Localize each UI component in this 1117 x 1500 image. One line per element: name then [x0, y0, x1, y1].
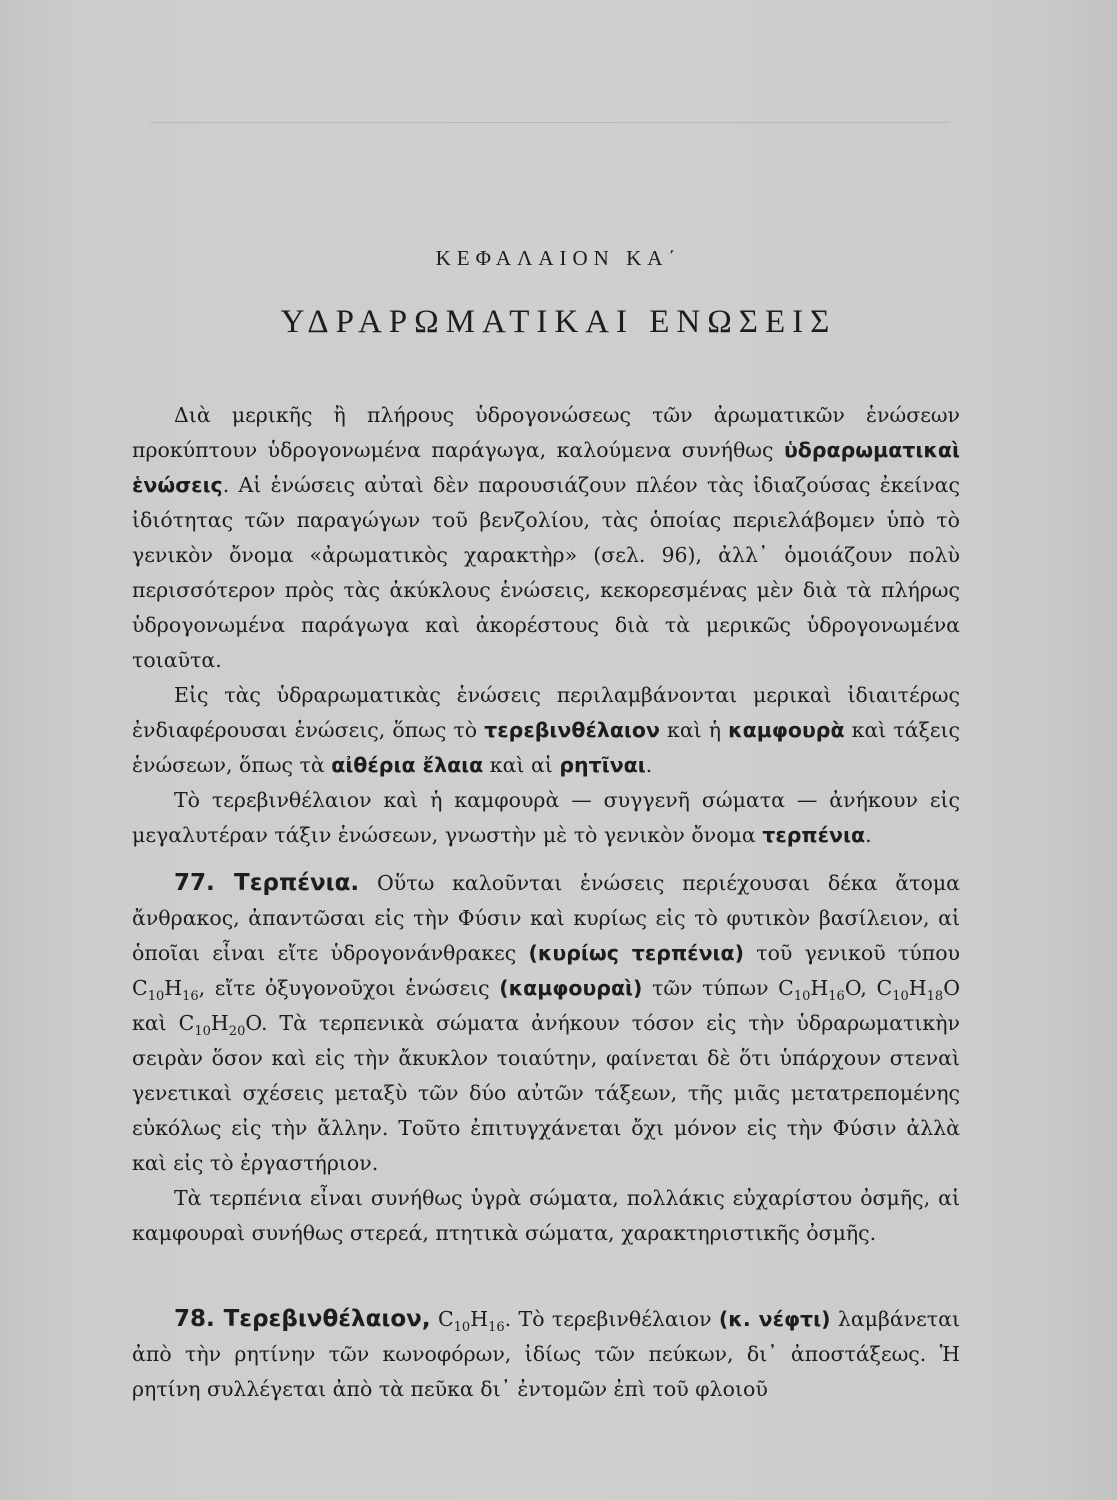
term-terpenes: τερπένια [762, 823, 866, 847]
section-77-heading: 77. Τερπένια. [174, 870, 360, 896]
chapter-title: ΥΔΡΑΡΩΜΑΤΙΚΑΙ ΕΝΩΣΕΙΣ [280, 304, 837, 340]
section-78 [132, 1302, 960, 1407]
term-turpentine: τερεβινθέλαιον [484, 718, 660, 742]
intro-paragraph-2: Εἰς τὰς ὑδραρωματικὰς ἑνώσεις περιλαμβάνονται μερικαὶ ἰδιαιτέρως ἐνδιαφέρουσαι ἑνώσεις, ὅπως τὸ τερεβινθέλαιον καὶ ἡ καμφουρὰ καὶ τάξεις ἑνώσεων, ὅπως τὰ αἰθέρια ἔλαια καὶ αἱ ρητῖναι. [132, 683, 961, 777]
intro-paragraph-3: Τὸ τερεβινθέλαιον καὶ ἡ καμφουρὰ — συγγενῆ σώματα — ἀνήκουν εἰς μεγαλυτέραν τάξιν ἑνώσεων, γνωστὴν μὲ τὸ γενικὸν ὄνομα τερπένια. [132, 788, 960, 847]
term-camphor: καμφουρὰ [728, 718, 845, 742]
intro-section [132, 398, 960, 853]
section-78-paragraph-1: 78. Τερεβινθέλαιον, $C_{10}H_{16}$. Τὸ τερεβινθέλαιον (κ. νέφτι) λαμβάνεται ἀπὸ τὴν ρητίνην τῶν κωνοφόρων, ἰδίως τῶν πεύκων, δι᾽ ἀποστάξεως. Ἡ ρητίνη συλλέγεται ἀπὸ τὰ πεῦκα δι᾽ ἐντομῶν ἐπὶ τοῦ φλοιοῦ [132, 1306, 960, 1401]
section-77 [132, 866, 960, 1251]
term-essential-oils: αἰθέρια ἔλαια [331, 753, 484, 777]
term-resins: ρητῖναι [559, 753, 646, 777]
term-terpenes-proper: (κυρίως τερπένια) [528, 941, 744, 965]
section-78-heading: 78. Τερεβινθέλαιον, [174, 1306, 431, 1332]
section-77-paragraph-2: Τὰ τερπένια εἶναι συνήθως ὑγρὰ σώματα, πολλάκις εὐχαρίστου ὀσμῆς, αἱ καμφουραὶ συνήθως στερεά, πτητικὰ σώματα, χαρακτηριστικῆς ὀσμῆς. [132, 1186, 960, 1245]
intro-paragraph-1: Διὰ μερικῆς ἢ πλήρους ὑδρογονώσεως τῶν ἀρωματικῶν ἑνώσεων προκύπτουν ὑδρογονωμένα παράγωγα, καλούμενα συνήθως ὑδραρωματικαὶ ἑνώσεις. Αἱ ἑνώσεις αὐταὶ δὲν παρουσιάζουν πλέον τὰς ἰδιαζούσας ἐκείνας ἰδιότητας τῶν παραγώγων τοῦ βενζολίου, τὰς ὁποίας περιελάβομεν ὑπὸ τὸ γενικὸν ὄνομα «ἀρωματικὸς χαρακτὴρ» (σελ. 96), ἀλλ᾽ ὁμοιάζουν πολὺ περισσότερον πρὸς τὰς ἀκύκλους ἑνώσεις, κεκορεσμένας μὲν διὰ τὰ πλήρως ὑδρογονωμένα παράγωγα καὶ ἀκορέστους διὰ τὰ μερικῶς ὑδρογονωμένα τοιαῦτα. [132, 403, 960, 672]
term-nefti: (κ. νέφτι) [718, 1307, 831, 1331]
term-hydroaromatic: ὑδραρωματικαὶ ἑνώσεις [132, 438, 960, 497]
section-77-paragraph-1: 77. Τερπένια. Οὕτω καλοῦνται ἑνώσεις περιέχουσαι δέκα ἄτομα ἄνθρακος, ἀπαντῶσαι εἰς τὴν Φύσιν καὶ κυρίως εἰς τὸ φυτικὸν βασίλειον, αἱ ὁποῖαι εἶναι εἴτε ὑδρογονάνθρακες (κυρίως τερπένια) τοῦ γενικοῦ τύπου $C_{10}H_{16}$, εἴτε ὀξυγονοῦχοι ἑνώσεις (καμφουραὶ) τῶν τύπων $C_{10}H_{16}O$, $C_{10}H_{18}O$ καὶ $C_{10}H_{20}O$. Τὰ τερπενικὰ σώματα ἀνήκουν τόσον εἰς τὴν ὑδραρωματικὴν σειρὰν ὅσον καὶ εἰς τὴν ἄκυκλον τοιαύτην, φαίνεται δὲ ὅτι ὑπάρχουν στεναὶ γενετικαὶ σχέσεις μεταξὺ τῶν δύο αὐτῶν τάξεων, τῆς μιᾶς μετατρεπομένης εὐκόλως εἰς τὴν ἄλλην. Τοῦτο ἐπιτυγχάνεται ὄχι μόνον εἰς τὴν Φύσιν ἀλλὰ καὶ εἰς τὸ ἐργαστήριον. [132, 870, 961, 1175]
term-camphors: (καμφουραὶ) [499, 976, 643, 1000]
chapter-label: ΚΕΦΑΛΑΙΟΝ ΚΑ΄ [435, 246, 682, 270]
bleed-through-line [150, 122, 950, 123]
